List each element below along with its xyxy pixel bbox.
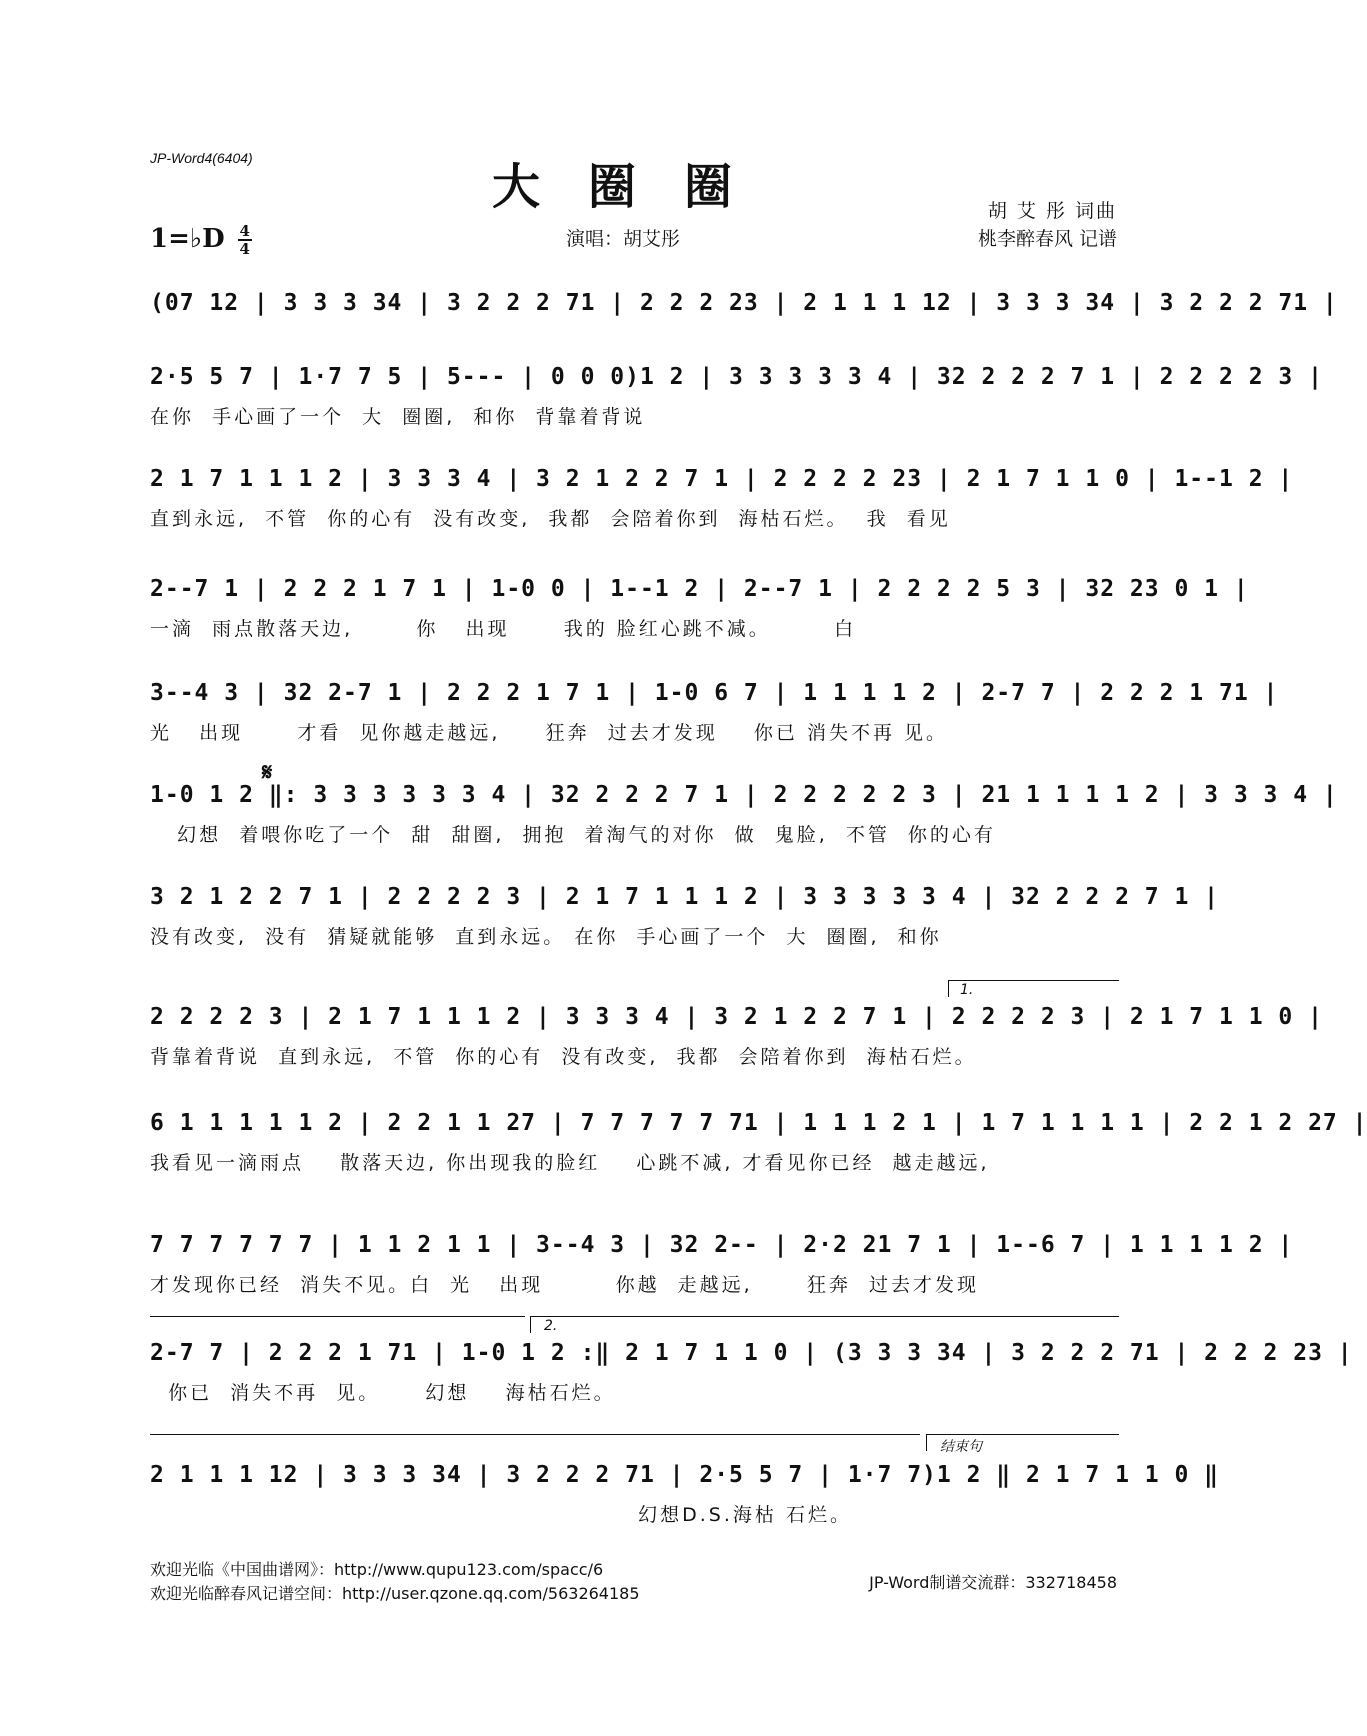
footer-link-qzone[interactable]: 欢迎光临醉春风记谱空间：http://user.qzone.qq.com/563264185 xyxy=(150,1584,640,1603)
footer-link-qupu[interactable]: 欢迎光临《中国曲谱网》：http://www.qupu123.com/spacc/6 xyxy=(150,1560,604,1579)
score-line-2: 2·5 5 7 | 1·7 7 5 | 5--- | 0 0 0)1 2 | 3 3 3 3 3 4 | 32 2 2 2 7 1 | 2 2 2 2 3 | xyxy=(150,364,1323,390)
score-line-9: 6 1 1 1 1 1 2 | 2 2 1 1 27 | 7 7 7 7 7 71 | 1 1 1 2 1 | 1 7 1 1 1 1 | 2 2 1 2 27 | xyxy=(150,1110,1367,1136)
score-line-4: 2--7 1 | 2 2 2 1 7 1 | 1-0 0 | 1--1 2 | 2--7 1 | 2 2 2 2 5 3 | 32 23 0 1 | xyxy=(150,576,1249,602)
volta-bracket-1 xyxy=(948,980,1119,997)
key-label: 1=♭D xyxy=(150,224,225,254)
meter-bottom: 4 xyxy=(239,240,250,258)
lyric-line-5: 光 出现 才看 见你越走越远, 狂奔 过去才发现 你已 消失不再 见。 xyxy=(150,722,948,744)
score-line-3: 2 1 7 1 1 1 2 | 3 3 3 4 | 3 2 1 2 2 7 1 | 2 2 2 2 23 | 2 1 7 1 1 0 | 1--1 2 | xyxy=(150,466,1294,492)
volta-bracket-2b xyxy=(150,1434,920,1451)
score-line-10: 7 7 7 7 7 7 | 1 1 2 1 1 | 3--4 3 | 32 2-- | 2·2 21 7 1 | 1--6 7 | 1 1 1 1 2 | xyxy=(150,1232,1294,1258)
volta-label-2: 2. xyxy=(544,1318,558,1334)
footer-links xyxy=(150,1558,640,1606)
lyric-line-8: 背靠着背说 直到永远, 不管 你的心有 没有改变, 我都 会陪着你到 海枯石烂。 xyxy=(150,1046,977,1068)
composer-credit: 胡 艾 彤 词曲 xyxy=(987,200,1117,222)
time-signature xyxy=(238,224,252,256)
meter-top: 4 xyxy=(239,222,250,240)
lyric-line-6: 幻想 着喂你吃了一个 甜 甜圈, 拥抱 着淘气的对你 做 鬼脸, 不管 你的心有 xyxy=(150,824,996,846)
lyric-line-11: 你已 消失不再 见。 幻想 海枯石烂。 xyxy=(150,1382,616,1404)
ending-label: 结束句 xyxy=(940,1439,982,1455)
score-line-6: 1-0 1 2 ‖: 3 3 3 3 3 3 4 | 32 2 2 2 7 1 | 2 2 2 2 2 3 | 21 1 1 1 1 2 | 3 3 3 4 | xyxy=(150,782,1338,808)
score-line-12: 2 1 1 1 12 | 3 3 3 34 | 3 2 2 2 71 | 2·5 5 7 | 1·7 7)1 2 ‖ 2 1 7 1 1 0 ‖ xyxy=(150,1462,1219,1488)
score-line-11: 2-7 7 | 2 2 2 1 71 | 1-0 1 2 :‖ 2 1 7 1 1 0 | (3 3 3 34 | 3 2 2 2 71 | 2 2 2 23 | xyxy=(150,1340,1353,1366)
lyric-line-4: 一滴 雨点散落天边, 你 出现 我的 脸红心跳不减。 白 xyxy=(150,618,857,640)
lyric-line-2: 在你 手心画了一个 大 圈圈, 和你 背靠着背说 xyxy=(150,406,646,428)
footer-group: JP-Word制谱交流群：332718458 xyxy=(869,1573,1117,1592)
lyric-line-12: 幻想D.S.海枯 石烂。 xyxy=(150,1504,852,1526)
lyric-line-7: 没有改变, 没有 猜疑就能够 直到永远。 在你 手心画了一个 大 圈圈, 和你 xyxy=(150,926,942,948)
score-line-8: 2 2 2 2 3 | 2 1 7 1 1 1 2 | 3 3 3 4 | 3 2 1 2 2 7 1 | 2 2 2 2 3 | 2 1 7 1 1 0 | xyxy=(150,1004,1323,1030)
volta-bracket-2 xyxy=(530,1316,1119,1333)
notator-credit: 桃李醉春风 记谱 xyxy=(977,228,1117,250)
volta-label-1: 1. xyxy=(960,982,974,998)
software-tag: JP-Word4(6404) xyxy=(150,150,253,166)
volta-bracket-1b xyxy=(150,1316,525,1333)
lyric-line-3: 直到永远, 不管 你的心有 没有改变, 我都 会陪着你到 海枯石烂。 我 看见 xyxy=(150,508,951,530)
key-signature xyxy=(150,224,252,256)
score-line-7: 3 2 1 2 2 7 1 | 2 2 2 2 3 | 2 1 7 1 1 1 2 | 3 3 3 3 3 4 | 32 2 2 2 7 1 | xyxy=(150,884,1219,910)
lyric-line-9: 我看见一滴雨点 散落天边, 你出现我的脸红 心跳不减, 才看见你已经 越走越远, xyxy=(150,1152,990,1174)
segno-sign: 𝄋 xyxy=(262,758,273,786)
score-line-1: (07 12 | 3 3 3 34 | 3 2 2 2 71 | 2 2 2 23 | 2 1 1 1 12 | 3 3 3 34 | 3 2 2 2 71 | xyxy=(150,290,1338,316)
lyric-line-10: 才发现你已经 消失不见。白 光 出现 你越 走越远, 狂奔 过去才发现 xyxy=(150,1274,980,1296)
score-line-5: 3--4 3 | 32 2-7 1 | 2 2 2 1 7 1 | 1-0 6 7 | 1 1 1 1 2 | 2-7 7 | 2 2 2 1 71 | xyxy=(150,680,1279,706)
song-title: 大圈圈 xyxy=(491,159,780,215)
singer-credit: 演唱：胡艾彤 xyxy=(566,228,681,250)
